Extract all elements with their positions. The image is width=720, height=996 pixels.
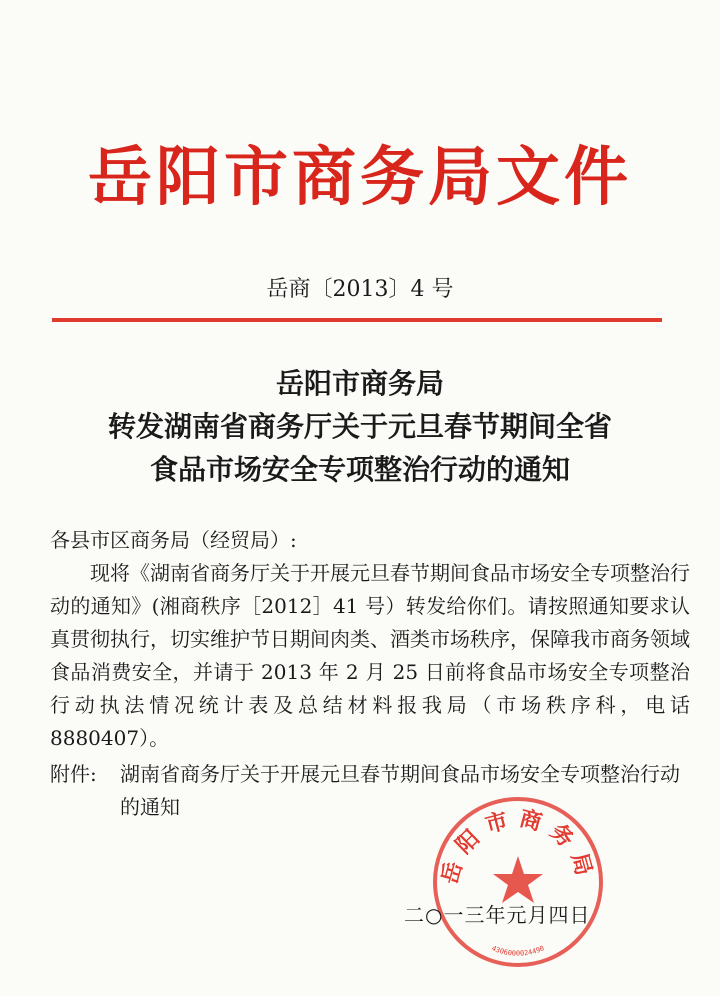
attachment-label: 附件: xyxy=(50,762,97,786)
seal-number-text: 4306000024490 xyxy=(490,944,546,958)
notice-title-line-3: 食品市场安全专项整治行动的通知 xyxy=(149,453,570,486)
seal-name-text: 岳阳市商务局 xyxy=(436,805,600,887)
notice-title xyxy=(0,362,720,491)
attachment-text: 湖南省商务厅关于开展元旦春节期间食品市场安全专项整治行动的通知 xyxy=(120,762,680,819)
official-seal xyxy=(430,794,606,970)
signature-date: 二○一三年元月四日 xyxy=(404,903,591,927)
seal-graphic xyxy=(430,794,606,970)
notice-title-line-2: 转发湖南省商务厅关于元旦春节期间全省 xyxy=(107,410,612,443)
red-divider xyxy=(52,318,662,322)
salutation: 各县市区商务局（经贸局）: xyxy=(50,528,297,552)
document-number: 岳商〔2013〕4 号 xyxy=(266,277,454,302)
notice-title-line-1: 岳阳市商务局 xyxy=(275,367,444,400)
star-icon xyxy=(493,856,543,903)
document-header-title: 岳阳市商务局文件 xyxy=(88,140,632,215)
body-paragraph: 现将《湖南省商务厅关于开展元旦春节期间食品市场安全专项整治行动的通知》(湘商秩序［2012］41 号）转发给你们。请按照通知要求认真贯彻执行，切实维护节日期间肉类、酒类市场秩序，保障我市商务领域食品消费安全，并请于 2013 年 2 月 25 日前将食品市场安全专项整治行动执法情况统计表及总结材料报我局（市场秩序科，电话 8880407）。 xyxy=(50,561,690,750)
notice-body xyxy=(50,524,690,755)
